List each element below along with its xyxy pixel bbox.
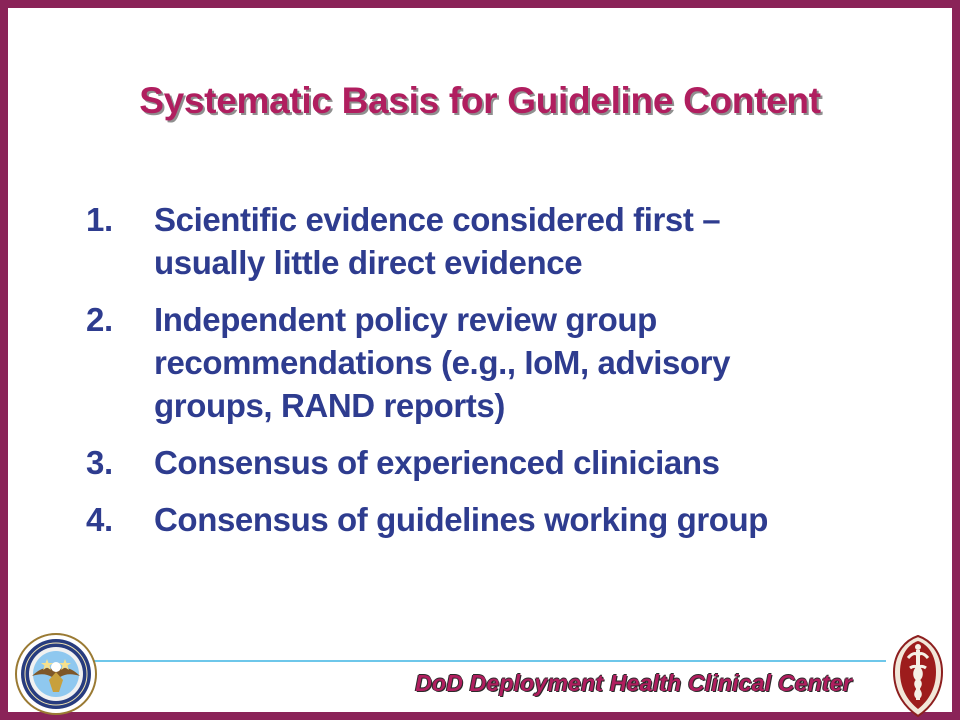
list-line: Independent policy review group xyxy=(154,301,657,338)
organization-name: DoD Deployment Health Clinical Center xyxy=(415,670,852,696)
list-line: Scientific evidence considered first – xyxy=(154,201,721,238)
department-of-defense-seal-icon xyxy=(14,632,98,716)
list-item xyxy=(86,441,886,484)
list-number: 3. xyxy=(86,444,113,481)
list-number: 2. xyxy=(86,301,113,338)
list-line: groups, RAND reports) xyxy=(154,387,505,424)
list-line: usually little direct evidence xyxy=(154,244,583,281)
list-line: Consensus of experienced clinicians xyxy=(154,444,720,481)
list-item xyxy=(86,198,886,284)
list-line: Consensus of guidelines working group xyxy=(154,501,769,538)
list-number: 1. xyxy=(86,201,113,238)
list-line: recommendations (e.g., IoM, advisory xyxy=(154,344,731,381)
list-item xyxy=(86,298,886,427)
list-item xyxy=(86,498,886,541)
military-medical-caduceus-icon xyxy=(890,634,946,718)
numbered-list xyxy=(86,198,886,555)
list-number: 4. xyxy=(86,501,113,538)
slide-title: Systematic Basis for Guideline Content xyxy=(139,80,821,121)
footer-divider xyxy=(92,660,886,662)
